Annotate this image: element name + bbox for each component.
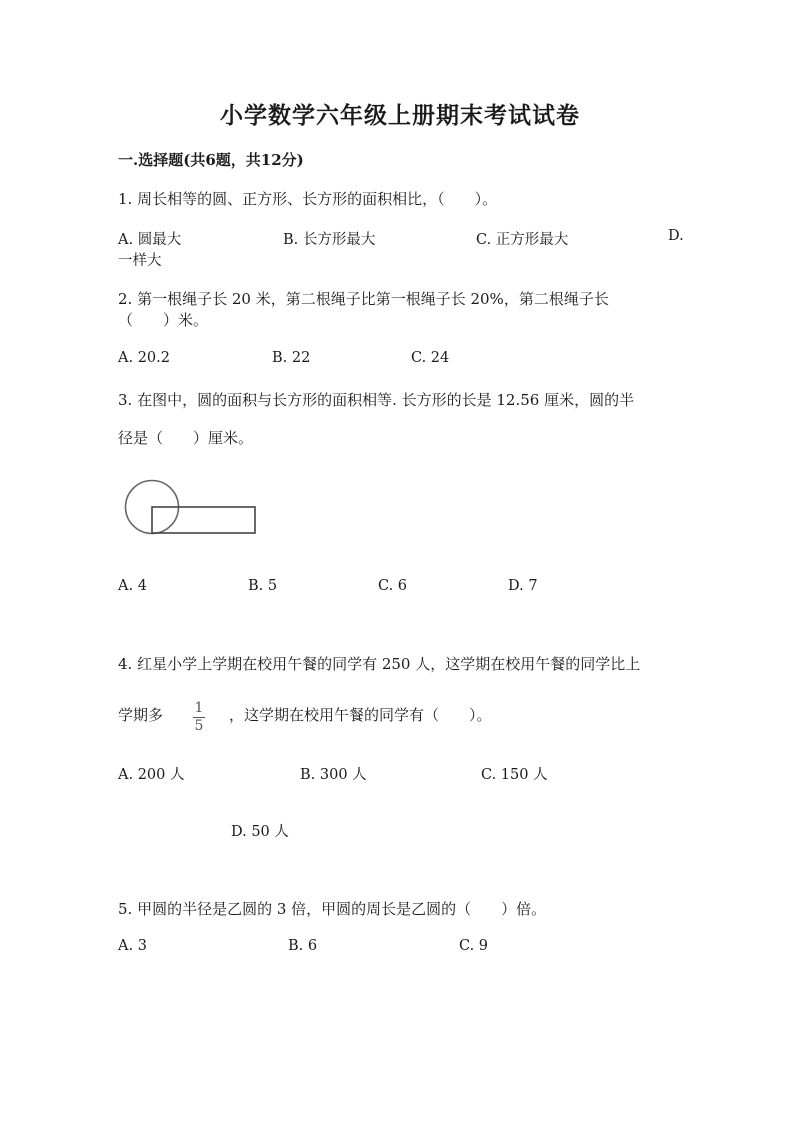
q5-option-b: B. 6 <box>288 938 318 954</box>
q1-option-d-label: D. <box>668 228 684 244</box>
q2-option-c: C. 24 <box>411 350 450 366</box>
circle-rectangle-figure <box>120 478 262 540</box>
q5-option-a: A. 3 <box>118 938 147 954</box>
q4-option-c: C. 150 人 <box>481 767 548 783</box>
q5-option-c: C. 9 <box>459 938 489 954</box>
q2-option-b: B. 22 <box>272 350 311 366</box>
question-4-suffix: ，这学期在校用午餐的同学有（ ）。 <box>229 706 492 724</box>
q3-option-b: B. 5 <box>248 578 278 594</box>
q4-option-a: A. 200 人 <box>118 767 185 783</box>
q1-option-a: A. 圆最大 <box>118 232 182 248</box>
q1-option-b: B. 长方形最大 <box>283 232 376 248</box>
q3-option-d: D. 7 <box>508 578 538 594</box>
question-4-prefix: 学期多 <box>118 706 164 724</box>
question-2-line-2: （ ）米。 <box>118 311 209 329</box>
question-3-line-1: 3. 在图中，圆的面积与长方形的面积相等. 长方形的长是 12.56 厘米，圆的半 <box>118 391 635 409</box>
exam-title: 小学数学六年级上册期末考试试卷 <box>220 102 580 129</box>
q3-option-a: A. 4 <box>118 578 147 594</box>
question-2-line-1: 2. 第一根绳子长 20 米，第二根绳子比第一根绳子长 20%，第二根绳子长 <box>118 290 609 308</box>
fraction-one-fifth <box>189 700 209 735</box>
q1-option-c: C. 正方形最大 <box>476 232 569 248</box>
q2-option-a: A. 20.2 <box>118 350 170 366</box>
question-1: 1. 周长相等的圆、正方形、长方形的面积相比，（ ）。 <box>118 190 498 208</box>
question-3-line-2: 径是（ ）厘米。 <box>118 429 254 447</box>
question-5: 5. 甲圆的半径是乙圆的 3 倍，甲圆的周长是乙圆的（ ）倍。 <box>118 900 547 918</box>
section-heading: 一.选择题(共6题，共12分) <box>118 151 304 169</box>
q1-option-d-text: 一样大 <box>118 253 162 269</box>
q4-option-b: B. 300 人 <box>300 767 367 783</box>
question-4-line-1: 4. 红星小学上学期在校用午餐的同学有 250 人，这学期在校用午餐的同学比上 <box>118 655 641 673</box>
q4-option-d: D. 50 人 <box>231 824 289 840</box>
q3-option-c: C. 6 <box>378 578 408 594</box>
fraction-numerator: 1 <box>194 700 204 716</box>
fraction-denominator: 5 <box>194 718 204 734</box>
